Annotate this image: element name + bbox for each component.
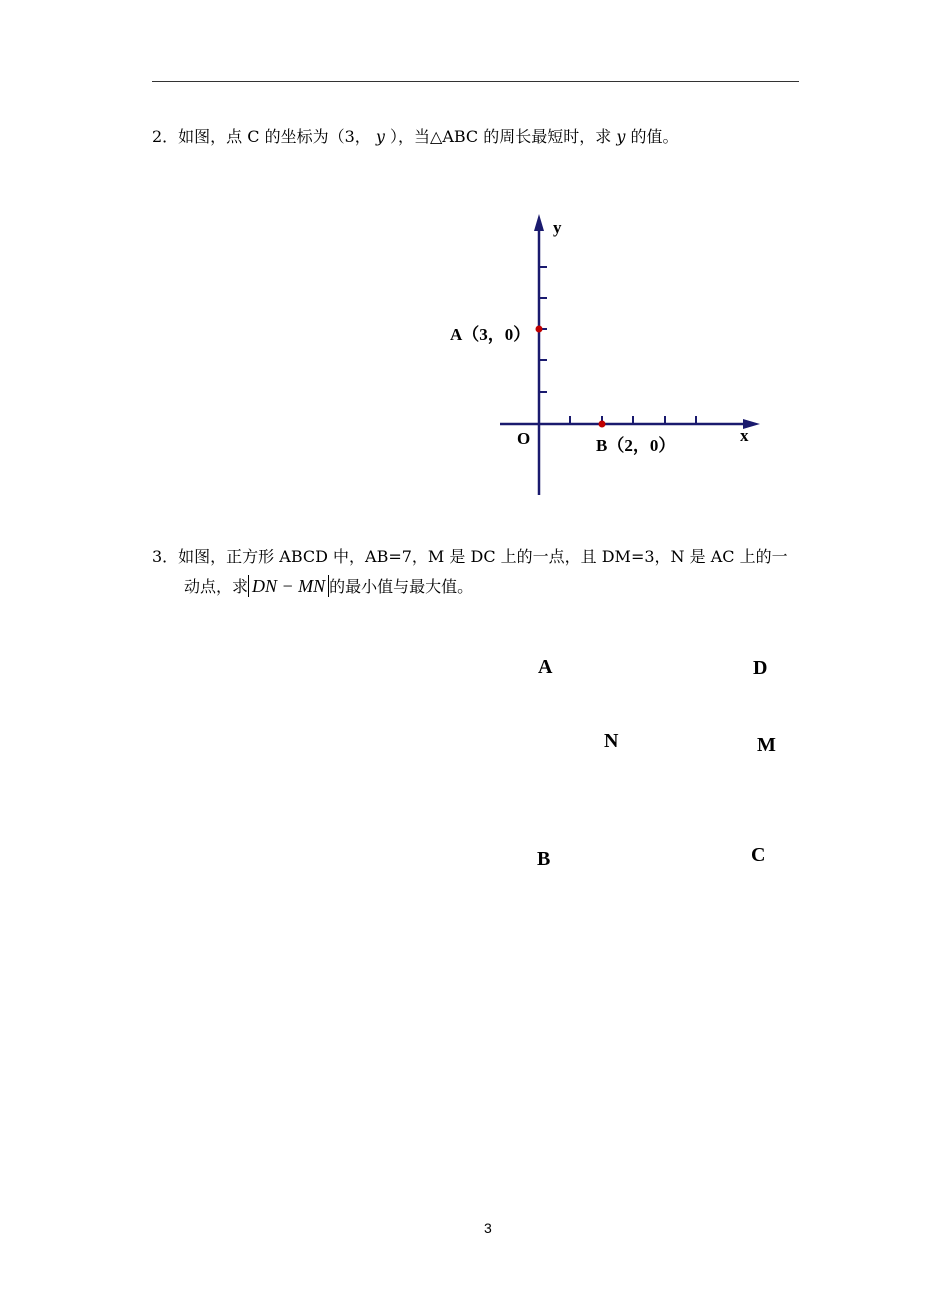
coordinate-figure — [440, 205, 770, 505]
square-label-n: N — [604, 730, 619, 752]
square-label-m: M — [757, 734, 776, 756]
y-axis-label: y — [553, 218, 562, 237]
absolute-value-expression: DN − MN — [248, 575, 329, 597]
question-2-text: 2．如图，点 C 的坐标为（3， y ），当△ABC 的周长最短时，求 y 的值。 — [152, 127, 679, 146]
square-label-b: B — [537, 848, 551, 870]
square-label-d: D — [753, 657, 768, 679]
y-axis-arrow — [534, 214, 544, 231]
variable-y: y — [616, 127, 626, 146]
point-b — [599, 421, 606, 428]
point-a-label: A（3，0） — [450, 325, 531, 344]
origin-label: O — [517, 429, 531, 448]
square-label-c: C — [751, 844, 766, 866]
question-3-line-1: 3．如图，正方形 ABCD 中，AB=7，M 是 DC 上的一点，且 DM=3，N 是 AC 上的一 — [152, 547, 788, 566]
point-b-label: B（2，0） — [596, 436, 676, 455]
square-label-a: A — [538, 656, 553, 678]
variable-y: y — [375, 127, 385, 146]
x-axis-label: x — [740, 426, 749, 445]
point-a — [536, 326, 543, 333]
question-3-line-2: 动点，求 DN − MN 的最小值与最大值。 — [184, 576, 474, 596]
page-number: 3 — [484, 1220, 492, 1236]
header-rule — [152, 81, 799, 82]
